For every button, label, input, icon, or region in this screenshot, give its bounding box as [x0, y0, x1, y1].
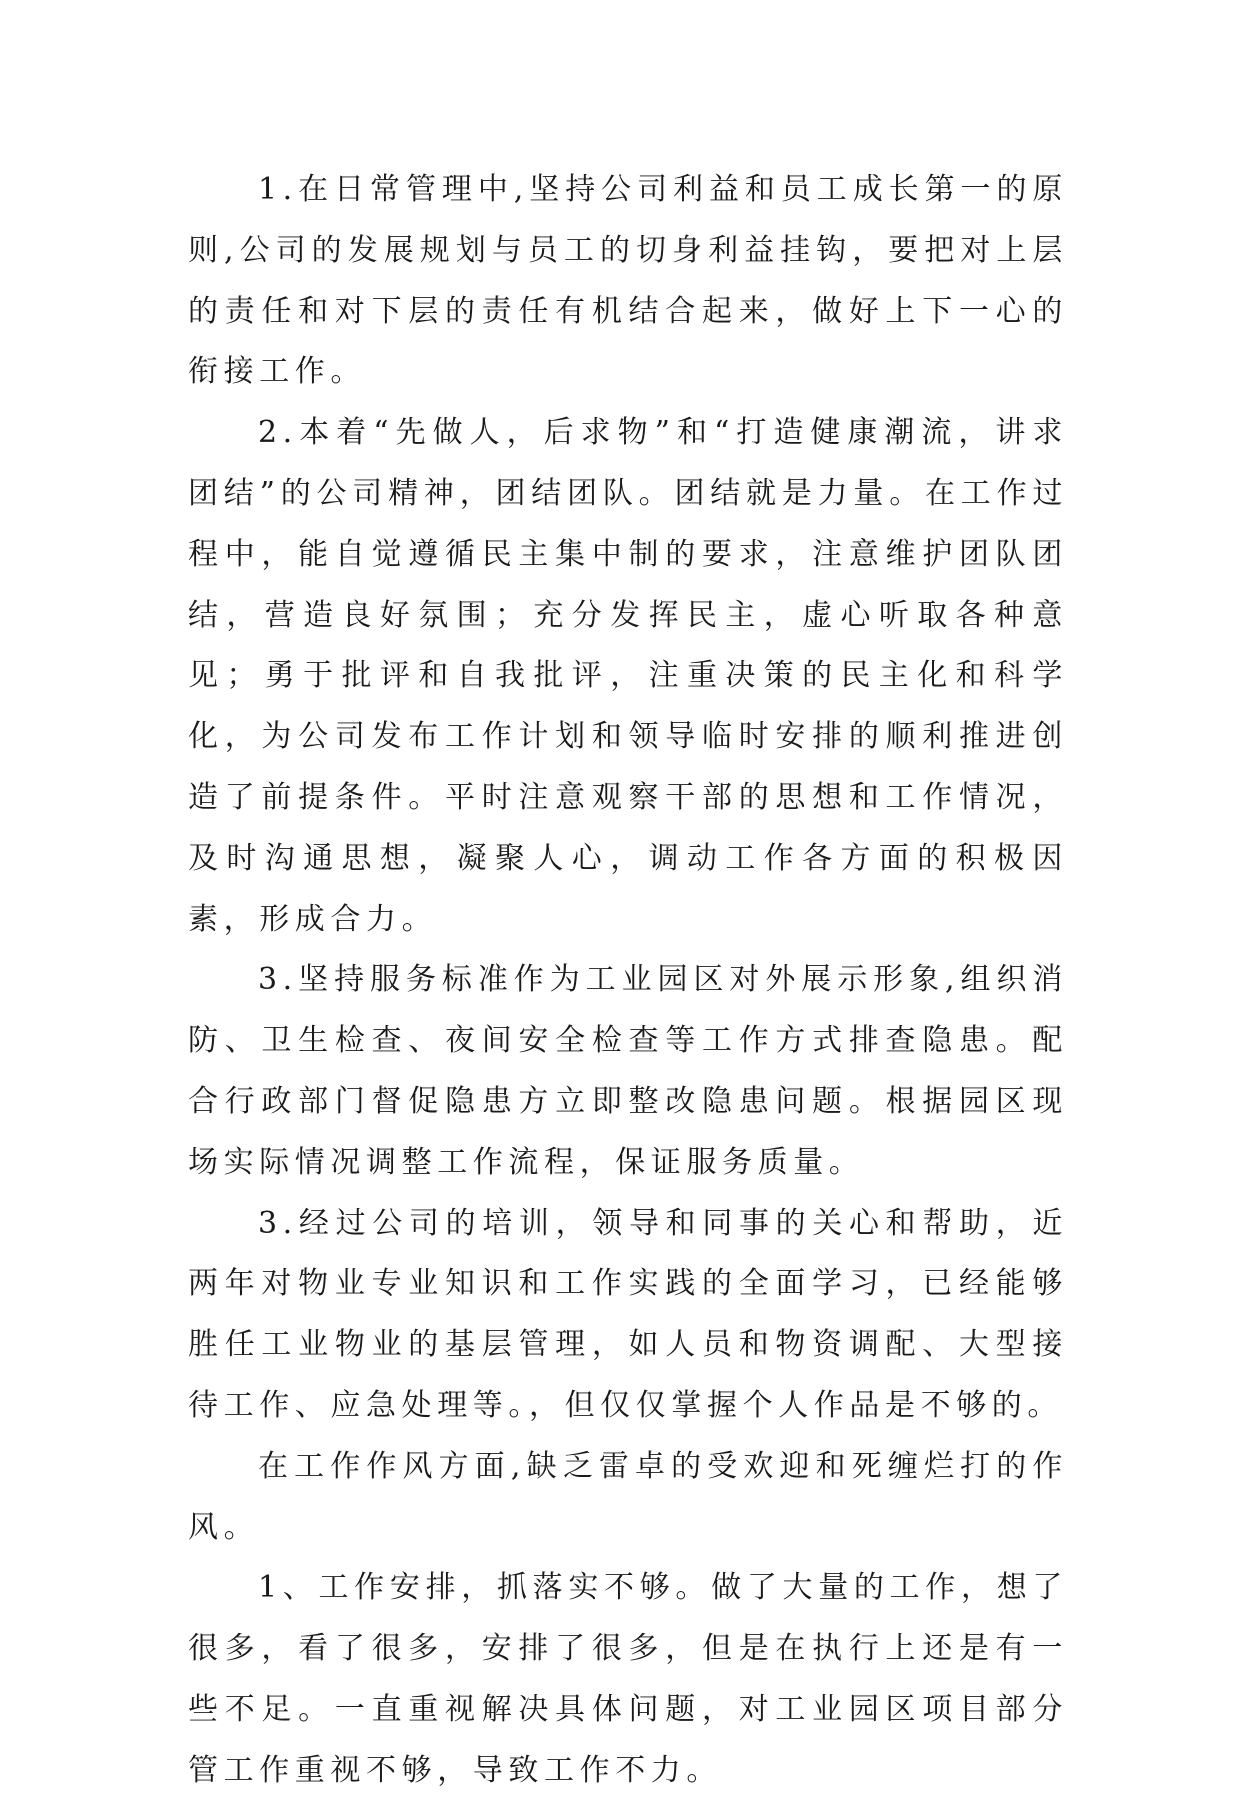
paragraph-5: 在工作作风方面,缺乏雷卓的受欢迎和死缠烂打的作风。	[188, 1448, 1068, 1545]
paragraph-3: 3.坚持服务标准作为工业园区对外展示形象,组织消防、卫生检查、夜间安全检查等工作方式排查隐患。配合行政部门督促隐患方立即整改隐患问题。根据园区现场实际情况调整工作流程，保证服务质量。	[188, 962, 1068, 1180]
paragraph-1: 1.在日常管理中,坚持公司利益和员工成长第一的原则,公司的发展规划与员工的切身利益挂钩，要把对上层的责任和对下层的责任有机结合起来，做好上下一心的衔接工作。	[188, 172, 1068, 390]
paragraph-2: 2.本着“先做人，后求物”和“打造健康潮流，讲求团结”的公司精神，团结团队。团结就是力量。在工作过程中，能自觉遵循民主集中制的要求，注意维护团队团结，营造良好氛围；充分发挥民主，虚心听取各种意见；勇于批评和自我批评，注重决策的民主化和科学化，为公司发布工作计划和领导临时安排的顺利推进创造了前提条件。平时注意观察干部的思想和工作情况，及时沟通思想，凝聚人心，调动工作各方面的积极因素，形成合力。	[188, 415, 1068, 937]
paragraph-4: 3.经过公司的培训，领导和同事的关心和帮助，近两年对物业专业知识和工作实践的全面学习，已经能够胜任工业物业的基层管理，如人员和物资调配、大型接待工作、应急处理等。，但仅仅掌握个人作品是不够的。	[188, 1205, 1068, 1423]
paragraph-6: 1、工作安排，抓落实不够。做了大量的工作，想了很多，看了很多，安排了很多，但是在执行上还是有一些不足。一直重视解决具体问题，对工业园区项目部分管工作重视不够，导致工作不力。	[188, 1570, 1068, 1788]
document-body	[188, 160, 1068, 1802]
